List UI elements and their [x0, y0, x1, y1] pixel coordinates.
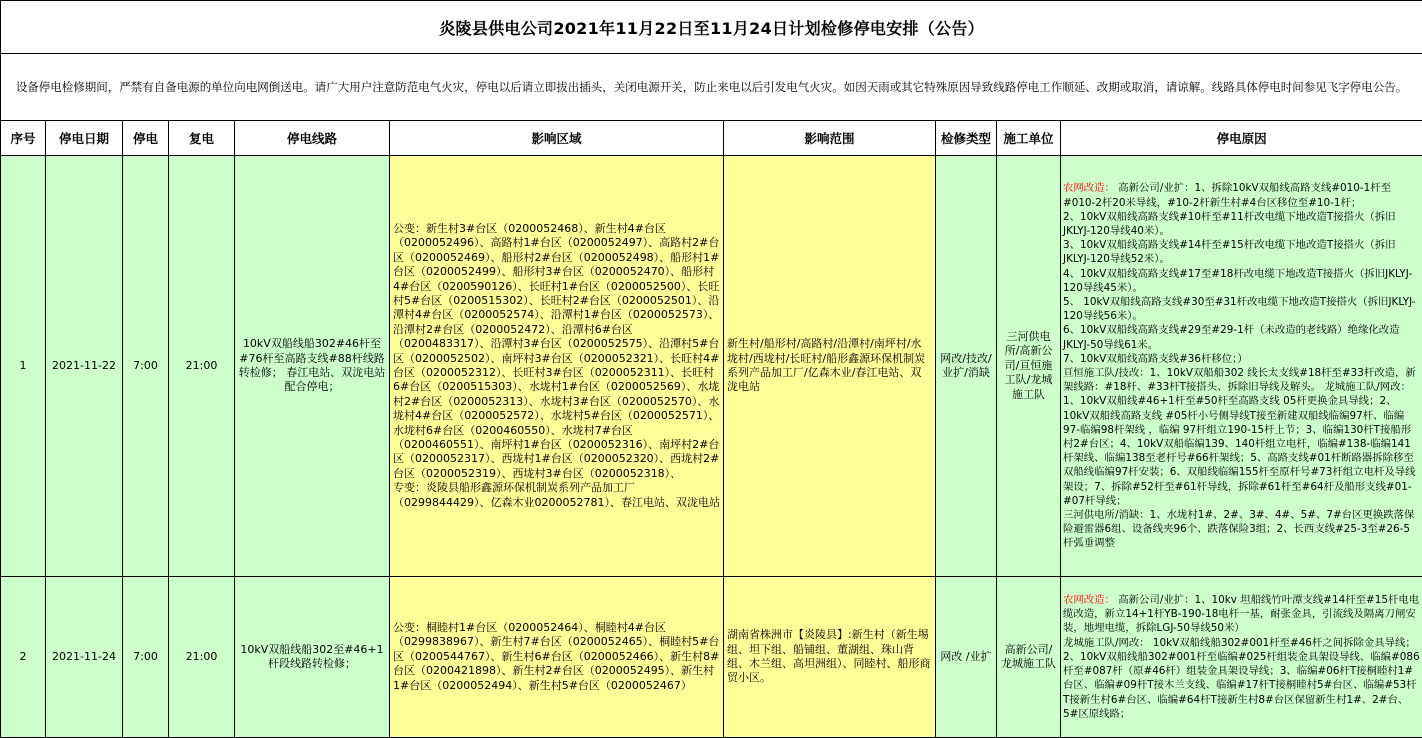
row-unit: 高新公司/龙城施工队: [997, 577, 1061, 738]
row-no: 1: [1, 156, 46, 577]
row-off-time: 7:00: [123, 156, 169, 577]
row-area: 公变：桐睦村1#台区（0200052464）、桐睦村4#台区（0299838967）、新生村7#台区（0200052465）、桐睦村5#台区（0200544767）、新生村6#台区（0200052466）、新生村8#台区（0200421898）、新生村2#台区（0200052495）、新生村1#台区（0200052494）、新生村5#台区（0200052467）: [390, 577, 724, 738]
row-line: 10kV双船线船302至#46+1杆段线路转检修；: [235, 577, 390, 738]
reason-text: 高新公司/业扩：1、10kv 坦船线竹叶潭支线#14杆至#15杆电电缆改造，新立14+1杆YB-190-18电杆一基，耐张金具，引流线及隔离刀闸安装，地埋电缆，拆除LGJ-50导线50米） 龙城施工队/网改： 10kV双船线船302#001杆至#46杆之间拆除金具导线；2、10kV双船线船302#001杆至临编#025杆组装金具架设导线、临编#086杆至#087杆（原#46杆）组装金具架设导线；3、临编#06杆T接桐睦村1#台区、临编#09杆T接木兰支线、临编#17杆T接桐睦村5#台区、临编#53杆T接新生村6#台区、临编#64杆T接新生村8#台区保留新生村1#、2#台、5#区原线路；: [1063, 594, 1420, 720]
row-unit: 三河供电所/高新公司/亘恒施工队/龙城施工队: [997, 156, 1061, 577]
row-area: 公变：新生村3#台区（0200052468）、新生村4#台区（0200052496）、高路村1#台区（0200052497）、高路村2#台区（0200052469）、船形村2#台区（0200052498）、船形村1#台区（0200052499）、船形村3#台区（0200052470）、船形村4#台区（0200590126）、长旺村1#台区（0200052500）、长旺村5#台区（0200515302）、长旺村2#台区（0200052501）、沿潭村4#台区（0200052574）、沿潭村1#台区（0200052573）、沿潭村2#台区（0200052472）、沿潭村6#台区（0200483317）、沿潭村3#台区（0200052575）、沿潭村5#台区（0200052502）、南坪村3#台区（0200052321）、长旺村4#台区（0200052312）、长旺村3#台区（0200052311）、长旺村6#台区（0200515303）、水垅村1#台区（0200052569）、水垅村2#台区（0200052313）、水垅村3#台区（0200052570）、水垅村4#台区（0200052572）、水垅村5#台区（0200052571）、水垅村6#台区（0200460550）、水垅村7#台区（0200460551）、南坪村1#台区（0200052316）、南坪村2#台区（0200052317）、西垅村1#台区（0200052320）、西垅村2#台区（0200052319）、西垅村3#台区（0200052318）、 专变：炎陵县船形鑫源环保机制炭系列产品加工厂（0299844429）、亿森木业0200052781）、春江电站、双泷电站: [390, 156, 724, 577]
row-reason: [1061, 577, 1422, 738]
notice-text: 设备停电检修期间，严禁有自备电源的单位向电网倒送电。请广大用户注意防范电气火灾，停电以后请立即拔出插头，关闭电源开关，防止来电以后引发电气火灾。如因天雨或其它特殊原因导致线路停电工作顺延、改期或取消，请谅解。线路具体停电时间参见飞字停电公告。: [1, 54, 1422, 121]
row-reason: [1061, 156, 1422, 577]
row-line: 10kV双船线船302#46杆至#76杆至高路支线#88杆线路转检修； 春江电站、双泷电站配合停电；: [235, 156, 390, 577]
reason-tag: 农网改造：: [1063, 182, 1115, 195]
row-date: 2021-11-22: [46, 156, 123, 577]
header-area: 影响区域: [390, 121, 724, 156]
row-scope: 湖南省株洲市【炎陵县】:新生村（新生埸组、坦下组、船铺组、董湖组、珠山背组、木兰组、高坦洲组）、同睦村、船形商贸小区。: [724, 577, 936, 738]
row-type: 网改 /业扩: [936, 577, 997, 738]
header-on-time: 复电: [169, 121, 235, 156]
header-row: [1, 121, 1422, 156]
reason-text: 高新公司/业扩：1、拆除10kV双船线高路支线#010-1杆至#010-2杆20米导线，#10-2杆新生村#4台区移位至#10-1杆； 2、10kV双船线高路支线#10杆至#11杆改电缆下地改造T接搭火（拆旧JKLYJ-120导线40米）。 3、10kV双船线高路支线#14杆至#15杆改电缆下地改造T接搭火（拆旧JKLYJ-120导线52米）。 4、10kV双船线高路支线#17至#18杆改电缆下地改造T接搭火（拆旧JKLYJ-120导线45米）。 5、 10kV双船线高路支线#30至#31杆改电缆下地改造T接搭火（拆旧JKLYJ-120导线56米）。 6、10kV双船线高路支线#29至#29-1杆（未改造的老线路）绝缘化改造JKLYJ-50导线61米。 7、10kV双船线高路支线#36杆移位；） 亘恒施工队/技改：1、10kV双船船302 线长太支线#18杆至#33杆改造，新架线路：#18杆、#33杆T接搭头、拆除旧导线及解头。 龙城施工队/网改：1、10kV双船线#46+1杆至#50杆至高路支线 05杆更换金具导线；2、10kV双船线高路支线 #05杆小号侧导线T接至新建双船线临编97杆、临编97-临编98杆架线 ，临编 97杆组立190-15杆上节；3、临编130杆T接船形村2#台区；4、10kV双船临编139、140杆组立电杆，临编#138-临编141杆架线、临编138至老杆号#66杆架线；5、高路支线#01杆断路器拆除移至双船线临编97杆安装；6、双船线临编155杆至原杆号#73杆组立电杆及导线架设；7、拆除#52杆至#61杆导线，拆除#61杆至#64杆及船形支线#01-#07杆导线； 三河供电所/消缺：1、水垅村1#、2#、3#、4#、5#、7#台区更换跌落保险避雷器6组、设备线夹96个、跌落保险3组；2、长西支线#25-3至#26-5杆弧垂调整: [1063, 182, 1416, 550]
reason-tag: 农网改造：: [1063, 594, 1115, 607]
header-no: 序号: [1, 121, 46, 156]
header-unit: 施工单位: [997, 121, 1061, 156]
table-row: [1, 156, 1422, 577]
row-on-time: 21:00: [169, 156, 235, 577]
header-reason: 停电原因: [1061, 121, 1422, 156]
table-row: [1, 577, 1422, 738]
row-no: 2: [1, 577, 46, 738]
row-date: 2021-11-24: [46, 577, 123, 738]
row-off-time: 7:00: [123, 577, 169, 738]
page-title: 炎陵县供电公司2021年11月22日至11月24日计划检修停电安排（公告）: [1, 1, 1422, 54]
row-on-time: 21:00: [169, 577, 235, 738]
row-type: 网改/技改/业扩/消缺: [936, 156, 997, 577]
header-off-time: 停电: [123, 121, 169, 156]
header-date: 停电日期: [46, 121, 123, 156]
header-scope: 影响范围: [724, 121, 936, 156]
row-scope: 新生村/船形村/高路村/沿潭村/南坪村/水垅村/西垅村/长旺村/船形鑫源环保机制炭系列产品加工厂/亿森木业/春江电站、双泷电站: [724, 156, 936, 577]
header-type: 检修类型: [936, 121, 997, 156]
header-line: 停电线路: [235, 121, 390, 156]
